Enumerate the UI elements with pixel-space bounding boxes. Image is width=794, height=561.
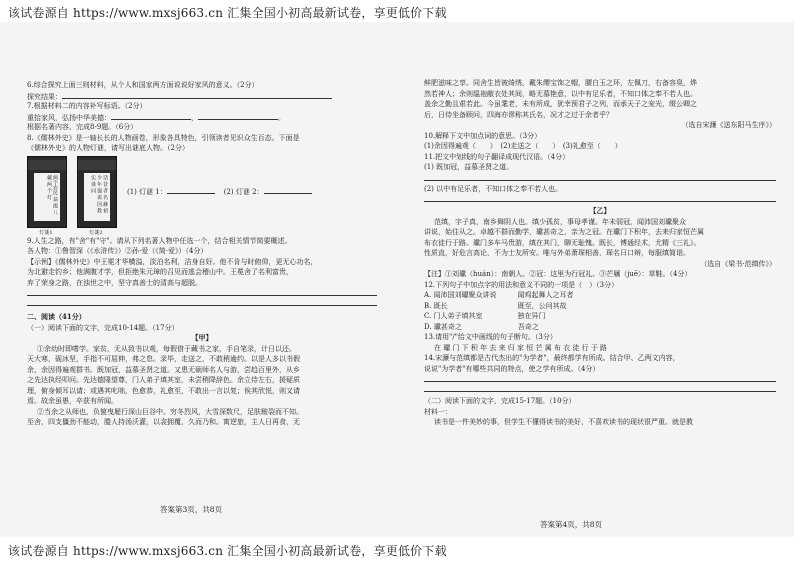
section-2-title: 二、阅读（41分）	[27, 312, 86, 321]
passage-jia-line: 理，俯身倾耳以请；或遇其叱咄，色愈恭，礼愈至，不敢出一言以复；俟其欣悦，则又请	[27, 386, 300, 395]
passage-jia-source: （选自宋濂《送东阳马生序》）	[681, 121, 776, 129]
left-page-footer: 答案第3页，共8页	[160, 505, 223, 514]
passage-jia-line: 天大寒，砚冰坚，手指不可屈伸，弗之怠。录毕，走送之，不敢稍逾约。以是人多以书假	[27, 355, 300, 363]
passage-jia-line: ①余幼时即嗜学。家贫，无从致书以观，每假借于藏书之家，手自笔录，计日以还。	[37, 344, 296, 353]
question-7: 7.根据材料二的内容补写标语。（2分）	[27, 102, 147, 110]
passage-jia-cont: 盖余之勤且艰若此。今虽耄老，未有所成，犹幸预君子之列，而承天子之宠光，缀公卿之	[424, 100, 697, 108]
scanned-exam-page	[0, 22, 794, 537]
answer-rule	[424, 195, 776, 202]
question-7-line: 重拾家风，弘扬中华美德： ， 。	[27, 113, 285, 122]
riddle-2-label: (2) 灯谜 2：	[223, 187, 264, 196]
answer-rule	[27, 299, 377, 306]
passage-jia-title: 【甲】	[191, 333, 213, 342]
question-12: 12.下列句子中加点字的用法和意义不同的一项是（ ）（3分）	[424, 280, 619, 289]
answer-rule	[424, 385, 776, 392]
right-page-footer: 答案第4页，共8页	[540, 520, 603, 529]
passage-yi-title: 【乙】	[589, 206, 611, 215]
question-14: 14.宋濂与范缜都是古代杰出的"为学者"，最终都学有所成。结合甲、乙两文内容，	[424, 354, 680, 362]
material-1-label: 材料一：	[424, 407, 452, 416]
question-11-2: (2) 以中有足乐者，不知口体之奉不若人也。	[424, 184, 563, 193]
question-6: 6.综合探究上面三则材料，从个人和国家两方面说说好家风的意义。（2分）	[27, 81, 259, 89]
question-12-option-a: A. 闻沛国刘瓛聚众讲说 闻鸡起舞人之耳者	[424, 291, 574, 299]
riddle-1-blank	[167, 186, 215, 194]
riddle-1-caption: 灯谜1	[39, 229, 53, 236]
riddle-2-blank	[264, 186, 312, 194]
question-9-cont: 各人物：①鲁智深（《水浒传》）②孙·爱（《简·爱》）（4分）	[27, 247, 208, 255]
passage-yi-line: 讲说，始往从之。卓越不群而勤学，瓛甚奇之，亲为之冠。在瓛门下积年，去来归家恒芒属	[424, 228, 704, 236]
lantern-riddle-1-image	[27, 156, 67, 228]
riddle-answers	[127, 156, 312, 197]
riddle-images-row	[27, 156, 377, 234]
section-2-subtitle: （一）阅读下面的文字，完成10-14题。（17分）	[27, 323, 179, 332]
answer-rule	[424, 174, 776, 181]
left-page	[27, 80, 377, 428]
question-10-items: (1)余因得遍观（ ） (2)走送之（ ） (3)礼愈至（ ）	[424, 142, 622, 150]
answer-blank	[62, 91, 332, 99]
question-9-example-1: 【示例】《儒林外史》中王冕才华横溢，淡泊名利，洁身自好。他不肯与时俯仰，更无心功名，	[27, 257, 318, 266]
bottom-watermark-banner: 该试卷源自 https://www.mxsj663.cn 汇集全国小初高最新试卷，享更低价下载	[8, 544, 447, 558]
question-14-cont: 说说"为学者"有哪些共同的特点，使之学有所成。（4分）	[424, 364, 600, 373]
top-watermark-banner: 该试卷源自 https://www.mxsj663.cn 汇集全国小初高最新试卷，享更低价下载	[8, 6, 447, 20]
question-11: 11.把文中划线的句子翻译成现代汉语。（4分）	[424, 152, 570, 161]
question-6-answer-line	[27, 91, 377, 102]
riddle-1-label: (1) 灯谜 1：	[127, 187, 167, 196]
riddle-2-caption: 灯谜2	[89, 229, 103, 236]
question-13: 13.请用"/"给文中画线的句子断句。（3分）	[424, 333, 557, 341]
passage-yi-source: （选自《梁书·范缜传》）	[700, 259, 776, 268]
material-1-text: 读书是一件美妙的事，但学生不懂得读书的美好，不喜欢读书的现状很严重。就是教	[434, 418, 693, 426]
riddle-image-1	[27, 156, 77, 238]
slogan-prefix: 重拾家风，弘扬中华美德：	[27, 113, 111, 122]
question-12-option-b: B. 既长 既至，公问其故	[424, 301, 567, 310]
passage-jia-line: 至舍，四支僵劲不能动，媵人持汤沃灌，以衾拥覆，久而乃和。寓逆旅，主人日再食，无	[27, 418, 300, 426]
lantern-riddle-2-text: 话 昔 者 名 赫 初 少 年 强 说 因 教 实 谈 问	[84, 173, 110, 221]
answer-rule	[27, 289, 377, 296]
answer-label: 探究结果：	[27, 92, 62, 101]
passage-jia-cont: 后，日侍坐备顾问，四海亦谬称其氏名，况才之过于余者乎？	[424, 110, 613, 119]
right-page	[424, 78, 776, 428]
question-8: 8.《儒林外史》是一轴长长的人物画卷，形象各具特色，引领读者见识众生百态。下面是	[27, 133, 300, 142]
question-11-1: (1) 既加冠，益慕圣贤之道。	[424, 163, 514, 171]
question-13-sentence: 在 瓛 门 下 积 年 去 来 归 家 恒 芒 属 布 衣 徒 行 于 路	[434, 343, 608, 352]
question-12-option-c: C. 门人弟子填其室 独在异门	[424, 312, 546, 320]
question-9-example-2: 为北避走钓乡；他满腹才学，但拒绝朱元璋的召见而逃会稽山中。王冕舍了名利富贵，	[27, 268, 293, 276]
slogan-blank-2	[198, 112, 278, 120]
passage-jia-line: 焉。故余虽愚，卒获有所闻。	[27, 397, 118, 405]
passage-jia-cont: 然若神人；余则缊袍敝衣处其间，略无慕艳意，以中有足乐者，不知口体之奉不若人也。	[424, 89, 697, 98]
lantern-riddle-1-text: 两个农民 翁 淞 八 戴 两 个 灯	[34, 173, 60, 221]
question-9-example-3: 弃了荣身之路，在浊世之中，坚守真善士的清高与超脱。	[27, 278, 202, 287]
annotation-note: 【注】①刘瓛（huán）：南朝人。②冠：这里为行冠礼。③芒屩（juē）：草鞋。（4分）	[424, 270, 692, 278]
passage-jia-line: 之先达执经叩问。先达德隆望尊，门人弟子填其室，未尝稍降辞色。余立侍左右，援疑质	[27, 376, 300, 384]
slogan-blank-1	[111, 112, 191, 120]
riddle-image-2	[77, 156, 127, 238]
question-8-cont: 《儒林外史》的人物灯谜，请写出谜底人物。（2分）	[27, 144, 189, 152]
passage-jia-cont: 鲜肥滋味之享。同舍生皆被绮绣，戴朱缨宝饰之帽，腰白玉之环，左佩刀，右备容臭，烨	[424, 79, 697, 87]
passage-yi-line: 布衣徒行于路。瓛门多车马贵游，缜在其门，聊无耻愧。既长，博通经术，尤精《三礼》。	[424, 238, 701, 247]
section-2-part-2-title: （二）阅读下面的文字，完成15-17题。（10分）	[424, 397, 576, 405]
answer-rule	[424, 375, 776, 382]
question-9: 9.人生之路，有"舍"有"守"。请从下列名著人物中任选一个，结合相关情节简要概述。	[27, 236, 292, 245]
passage-yi-line: 性质直，好危言高论，不为士友所安。唯与外弟萧琛相善，琛名曰口辩，每服缜简诣。	[424, 249, 690, 257]
questions-8-9-intro: 根据名著内容，完成8-9题。（6分）	[27, 123, 138, 131]
question-12-option-d: D. 瓛甚奇之 吾奇之	[424, 322, 539, 331]
passage-jia-line: 余，余因得遍观群书。既加冠，益慕圣贤之道。又患无硕师名人与游，尝趋百里外，从乡	[27, 365, 300, 374]
passage-jia-line: ②当余之从师也，负箧曳屣行深山巨谷中。穷冬烈风，大雪深数尺，足肤皲裂而不知。	[37, 407, 303, 416]
question-10: 10.解释下文中加点词的意思。（3分）	[424, 131, 542, 140]
lantern-riddle-2-image	[77, 156, 117, 228]
passage-yi-line: 范缜，字子真，南乡舞阴人也。缜少孤贫，事母孝谨。年未弱冠，闻沛国刘瓛聚众	[434, 217, 686, 226]
